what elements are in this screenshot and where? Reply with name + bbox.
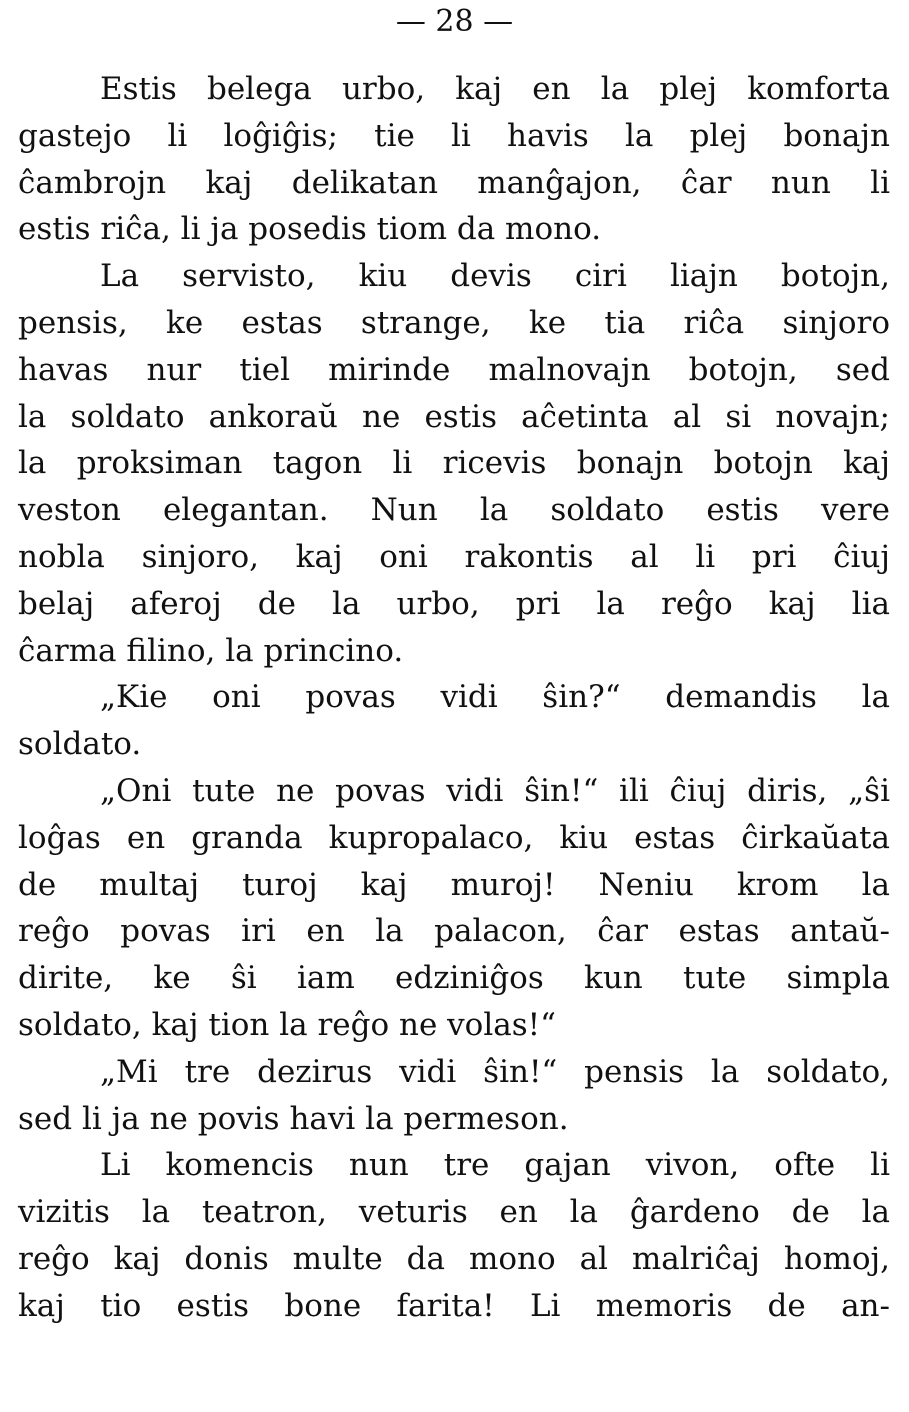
text-line: Estis belega urbo, kaj en la plej komforta	[100, 71, 890, 107]
text-line: reĝo kaj donis multe da mono al malriĉaj homoj,	[18, 1240, 890, 1277]
text-line: gastejo li loĝiĝis; tie li havis la plej bonajn	[18, 117, 890, 154]
text-line: loĝas en granda kupropalaco, kiu estas ĉirkaŭata	[18, 819, 890, 856]
text-line: de multaj turoj kaj muroj! Neniu krom la	[18, 866, 890, 903]
text-line: La servisto, kiu devis ciri liajn botojn,	[100, 258, 890, 295]
text-line: vizitis la teatron, veturis en la ĝardeno de la	[18, 1194, 890, 1231]
text-line: ĉarma filino, la princino.	[18, 632, 404, 669]
text-line: pensis, ke estas strange, ke tia riĉa sinjoro	[18, 304, 890, 341]
text-line: dirite, ke ŝi iam edziniĝos kun tute simpla	[18, 960, 890, 997]
text-line: nobla sinjoro, kaj oni rakontis al li pri ĉiuj	[18, 538, 890, 575]
text-line: ĉambrojn kaj delikatan manĝajon, ĉar nun li	[18, 164, 890, 201]
page-number: — 28 —	[395, 4, 514, 39]
text-line: „Kie oni povas vidi ŝin?“ demandis la	[100, 679, 890, 716]
text-line: „Mi tre dezirus vidi ŝin!“ pensis la soldato,	[100, 1053, 890, 1090]
text-line: soldato.	[18, 726, 142, 763]
text-line: reĝo povas iri en la palacon, ĉar estas antaŭ-	[18, 913, 890, 950]
text-line: soldato, kaj tion la reĝo ne volas!“	[18, 1006, 556, 1043]
text-line: havas nur tiel mirinde malnovajn botojn, sed	[18, 351, 890, 388]
text-line: Li komencis nun tre gajan vivon, ofte li	[100, 1147, 890, 1184]
text-line: kaj tio estis bone farita! Li memoris de an-	[18, 1287, 890, 1324]
body-text	[18, 66, 890, 1330]
text-line: estis riĉa, li ja posedis tiom da mono.	[18, 211, 602, 248]
text-line: belaj aferoj de la urbo, pri la reĝo kaj lia	[18, 585, 890, 622]
text-line: sed li ja ne povis havi la permeson.	[18, 1100, 569, 1137]
text-line: veston elegantan. Nun la soldato estis vere	[18, 492, 890, 529]
text-line: la soldato ankoraŭ ne estis aĉetinta al si novajn;	[18, 398, 890, 435]
text-line: „Oni tute ne povas vidi ŝin!“ ili ĉiuj diris, „ŝi	[100, 772, 890, 809]
text-line: la proksiman tagon li ricevis bonajn botojn kaj	[18, 445, 890, 482]
